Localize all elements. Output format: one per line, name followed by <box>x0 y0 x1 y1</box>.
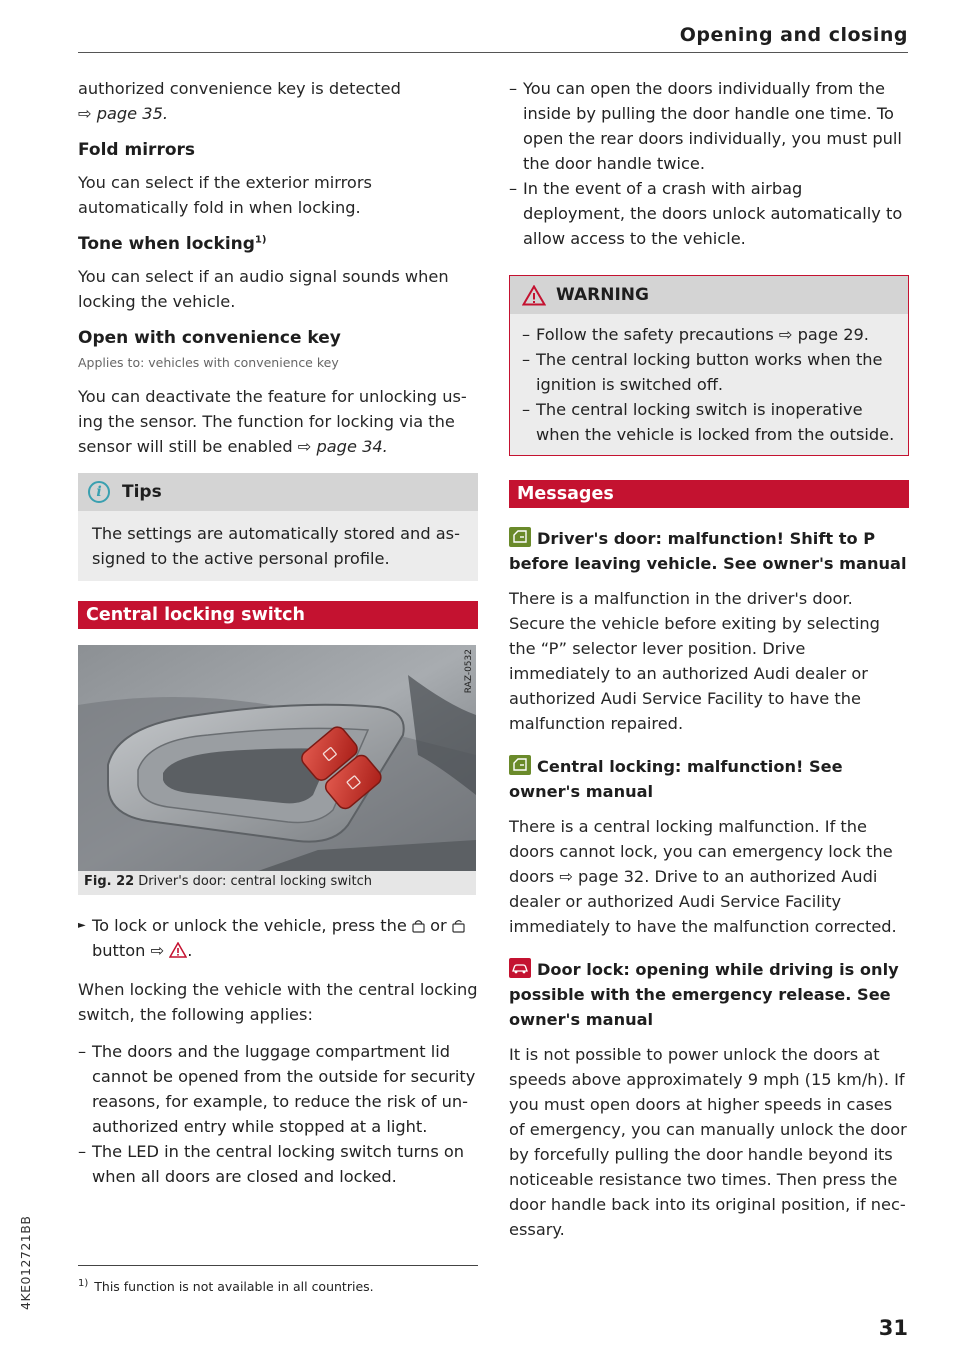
fold-mirrors-heading: Fold mirrors <box>78 140 196 160</box>
messages-heading: Messages <box>509 480 909 508</box>
warning-ref[interactable]: ⇨ <box>150 941 165 960</box>
list-item: – The doors and the luggage compartment lid cannot be opened from the outside for security reasons, for example, to reduce the risk of unauthorized entry while stopped at a light. <box>78 1039 478 1139</box>
warning-body <box>510 314 908 455</box>
list-item: – Follow the safety precautions ⇨ page 29. <box>522 322 896 347</box>
when-locking-text: When locking the vehicle with the central locking switch, the following applies: <box>78 980 478 1024</box>
tone-heading: Tone when locking$^{1)}$ <box>78 234 267 254</box>
warning-triangle-icon <box>522 285 546 306</box>
list-item: – You can open the doors individually from the inside by pulling the door handle one time. To open the rear doors individually, you must pull the door handle twice. <box>509 76 909 176</box>
tone-text: You can select if an audio signal sounds when locking the vehicle. <box>78 267 449 311</box>
info-icon: i <box>88 481 110 503</box>
door-bullets <box>509 76 909 251</box>
document-code: 4KE012721BB <box>18 1215 33 1310</box>
warning-triangle-icon <box>169 942 187 958</box>
footnote-marker: 1) <box>254 234 267 246</box>
list-item: – The LED in the central locking switch turns on when all doors are closed and locked. <box>78 1139 478 1189</box>
tips-header <box>78 473 478 511</box>
tips-text: The settings are automatically stored and assigned to the active personal profile. <box>92 524 460 568</box>
page-ref-34[interactable]: ⇨ page 34. <box>297 437 388 456</box>
message-door-lock-text: It is not possible to power unlock the doors at speeds above approximately 9 mph (15 km/h). If you must open doors at higher speeds in cases of emergency, you can manually unlock the door by forcefully pulling the door handle beyond its noticeable resistance two times. Then press the door handle back into its original position, if necessary. <box>509 1045 907 1239</box>
message-central-locking-text: There is a central locking malfunction. If the doors cannot lock, you can emergency lock the doors ⇨ page 32. Drive to an authorized Audi dealer or authorized Audi Service Facility immediately to have the malfunction corrected. <box>509 817 897 936</box>
intro-text: authorized convenience key is detected ⇨ page 35. <box>78 79 401 123</box>
right-column <box>509 76 909 1254</box>
header-rule <box>78 52 908 53</box>
door-switch-illustration <box>78 645 476 871</box>
open-key-text: You can deactivate the feature for unlocking using the sensor. The function for locking via the sensor will still be enabled ⇨ page 34. <box>78 387 467 456</box>
warning-title: WARNING <box>556 285 649 305</box>
message-driver-door-title: Driver's door: malfunction! Shift to P before leaving vehicle. See owner's manual <box>509 529 907 573</box>
message-door-lock-title: Door lock: opening while driving is only possible with the emergency release. See owner's manual <box>509 960 899 1029</box>
instruction-step: ► To lock or unlock the vehicle, press the or button ⇨ . <box>78 913 478 963</box>
footnote: $^{1)}$ This function is not available in all countries. <box>78 1278 374 1295</box>
lock-icon <box>412 919 425 933</box>
warning-header <box>510 276 908 314</box>
list-item: – The central locking switch is inoperative when the vehicle is locked from the outside. <box>522 397 896 447</box>
list-item: – The central locking button works when the ignition is switched off. <box>522 347 896 397</box>
tips-title: Tips <box>122 482 162 502</box>
applies-to-note: Applies to: vehicles with convenience key <box>78 355 339 370</box>
tips-box <box>78 473 478 581</box>
figure-caption: Fig. 22 Driver's door: central locking switch <box>84 874 372 889</box>
figure-code: RAZ-0532 <box>464 649 474 694</box>
page-ref-35[interactable]: ⇨ page 35. <box>78 104 169 123</box>
unlock-icon <box>452 919 465 933</box>
figure-door-switch <box>78 645 476 895</box>
message-central-locking-title: Central locking: malfunction! See owner's manual <box>509 757 843 801</box>
fold-mirrors-text: You can select if the exterior mirrors automatically fold in when locking. <box>78 173 372 217</box>
section-title: Opening and closing <box>679 24 908 46</box>
door-malfunction-icon <box>509 527 531 547</box>
central-switch-heading: Central locking switch <box>78 601 478 629</box>
message-driver-door-text: There is a malfunction in the driver's door. Secure the vehicle before exiting by selecting the “P” selector lever position. Drive immediately to an authorized Audi dealer or authorized Audi Service Facility to have the malfunction repaired. <box>509 589 880 733</box>
footnote-rule <box>78 1265 478 1266</box>
central-locking-icon <box>509 755 531 775</box>
warning-box <box>509 275 909 456</box>
page-number: 31 <box>878 1316 908 1340</box>
left-column <box>78 76 478 1203</box>
list-item: – In the event of a crash with airbag deployment, the doors unlock automatically to allow access to the vehicle. <box>509 176 909 251</box>
open-key-heading: Open with convenience key <box>78 328 341 348</box>
locking-bullets <box>78 1039 478 1189</box>
car-icon <box>509 958 531 978</box>
